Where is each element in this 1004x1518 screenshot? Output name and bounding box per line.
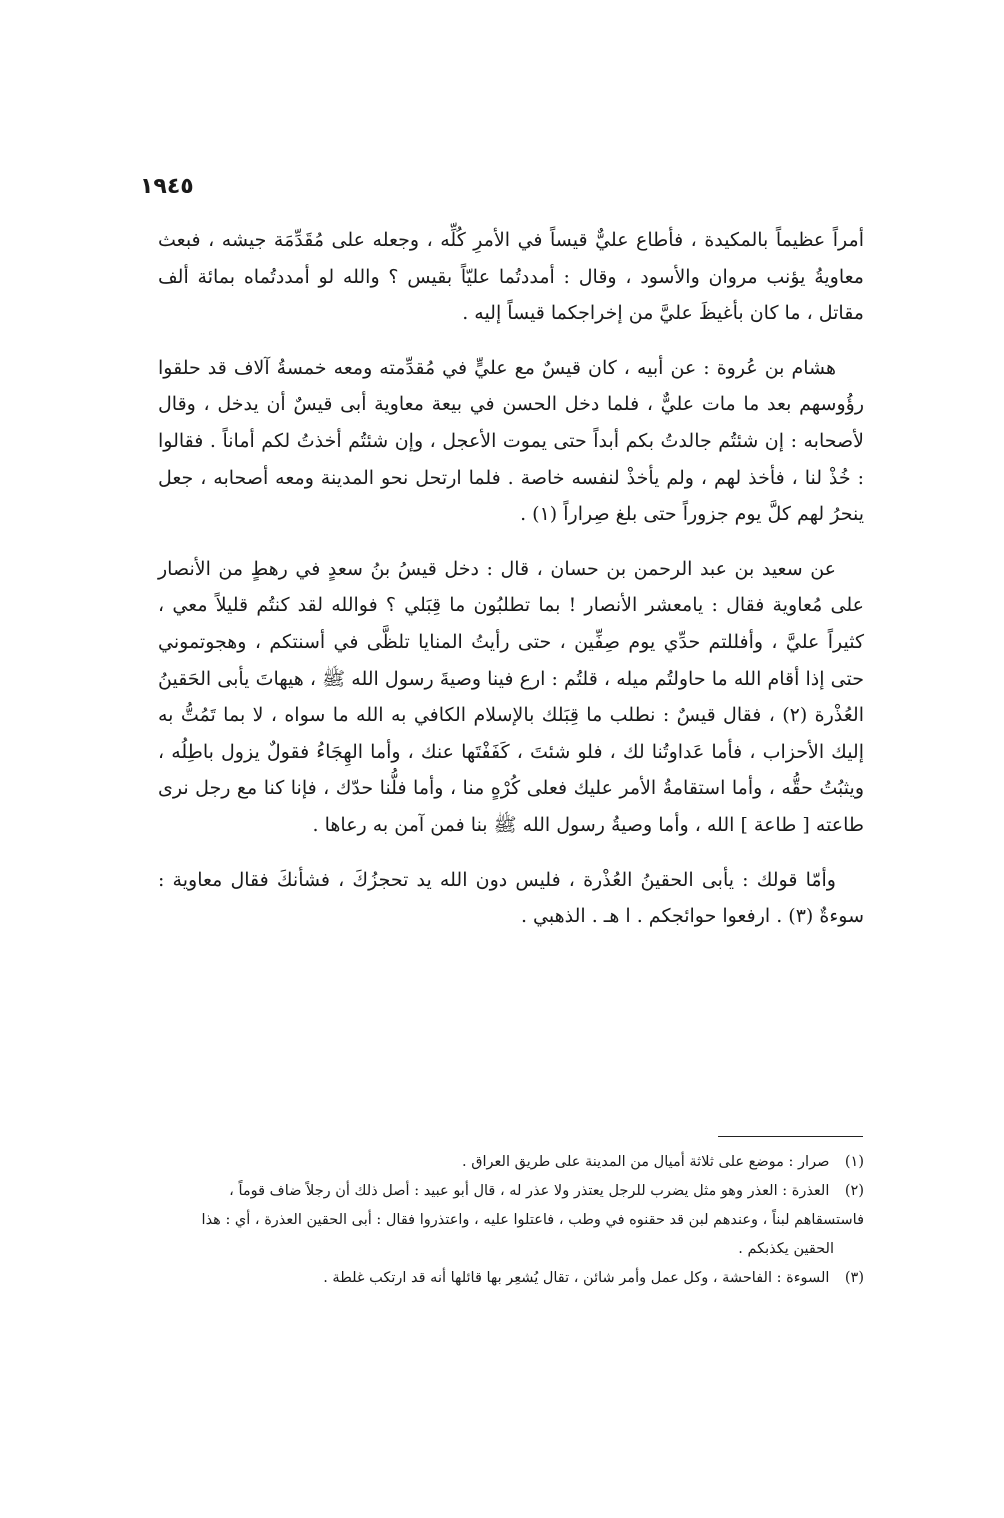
footnote-continuation: الحقين يكذبكم .	[738, 1241, 834, 1257]
footnote-separator	[718, 1136, 863, 1137]
footnote-text: العذرة : العذر وهو مثل يضرب للرجل يعتذر ولا عذر له ، قال أبو عبيد : أصل ذلك أن رجلاً ضاف قوماً ، فاستسقاهم لبناً ، وعندهم لبن قد حقنوه في وطب ، فاعتلوا عليه ، واعتذروا فقال : أبى الحقين العذرة ، أي : هذا	[201, 1183, 864, 1228]
footnote-text: السوءة : الفاحشة ، وكل عمل وأمر شائن ، تقال يُشعِر بها قائلها أنه قد ارتكب غلطة .	[323, 1270, 830, 1286]
footnote-3	[158, 1264, 864, 1293]
footnote-number: (٣)	[844, 1270, 864, 1286]
footnote-text: صرار : موضع على ثلاثة أميال من المدينة على طريق العراق .	[462, 1154, 830, 1170]
footnote-number: (١)	[844, 1154, 864, 1170]
footnotes	[158, 1148, 864, 1293]
footnote-2	[158, 1177, 864, 1264]
page-number: ١٩٤٥	[140, 174, 194, 199]
paragraph-1: أمراً عظيماً بالمكيدة ، فأطاع عليٌّ قيساً في الأمرِ كُلِّه ، وجعله على مُقَدِّمَة جيشه ، فبعث معاويةُ يؤنب مروان والأسود ، وقال : أمددتُما عليّاً بقيس ؟ والله لو أمددتُماه بمائة ألف مقاتل ، ما كان بأغيظَ عليَّ من إخراجكما قيساً إليه .	[158, 229, 864, 325]
paragraph-3: عن سعيد بن عبد الرحمن بن حسان ، قال : دخل قيسُ بنُ سعدٍ في رهطٍ من الأنصار على مُعاوية فقال : يامعشر الأنصار ! بما تطلبُون ما قِبَلي ؟ فوالله لقد كنتُم قليلاً معي ، كثيراً عليَّ ، وأفللتم حدِّي يوم صِفِّين ، حتى رأيتُ المنايا تلظَّى في أسنتكم ، وهجوتموني حتى إذا أقام الله ما حاولتُم ميله ، قلتُم : ارع فينا وصيةَ رسول الله ﷺ ، هيهاتَ يأبى الحَقينُ العُذْرة (٢) ، فقال قيسٌ : نطلب ما قِبَلك بالإسلام الكافي به الله ما سواه ، لا بما تَمُتُّ به إليك الأحزاب ، فأما عَداوتُنا لك ، فلو شئتَ ، كَفَفْتَها عنك ، وأما الهِجَاءُ فقولٌ يزول باطِلُه ، ويثبُتُ حقُّه ، وأما استقامةُ الأمر عليك فعلى كُرْهٍ منا ، وأما فلُّنا حدّك ، فإنا كنا مع رجل نرى طاعته [ طاعة ] الله ، وأما وصيةُ رسول الله ﷺ بنا فمن آمن به رعاها .	[158, 557, 864, 836]
paragraph-4: وأمّا قولك : يأبى الحقينُ العُذْرة ، فليس دون الله يد تحجزُكَ ، فشأنكَ فقال معاوية : سوءةٌ (٣) . ارفعوا حوائجكم . ا هـ . الذهبي .	[158, 868, 864, 928]
paragraph-2: هشام بن عُروة : عن أبيه ، كان قيسٌ مع عليٍّ في مُقدِّمته ومعه خمسةُ آلاف قد حلقوا رؤُوسهم بعد ما مات عليٌّ ، فلما دخل الحسن في بيعة معاوية أبى قيسٌ أن يدخل ، وقال لأصحابه : إن شئتُم جالدتُ بكم أبداً حتى يموت الأعجل ، وإن شئتُم أخذتُ لكم أماناً . فقالوا : خُذْ لنا ، فأخذ لهم ، ولم يأخذْ لنفسه خاصة . فلما ارتحل نحو المدينة ومعه أصحابه ، جعل ينحرُ لهم كلَّ يوم جزوراً حتى بلغ صِراراً (١) .	[158, 356, 864, 526]
footnote-number: (٢)	[844, 1183, 864, 1199]
footnote-1	[158, 1148, 864, 1177]
main-text	[158, 222, 864, 953]
